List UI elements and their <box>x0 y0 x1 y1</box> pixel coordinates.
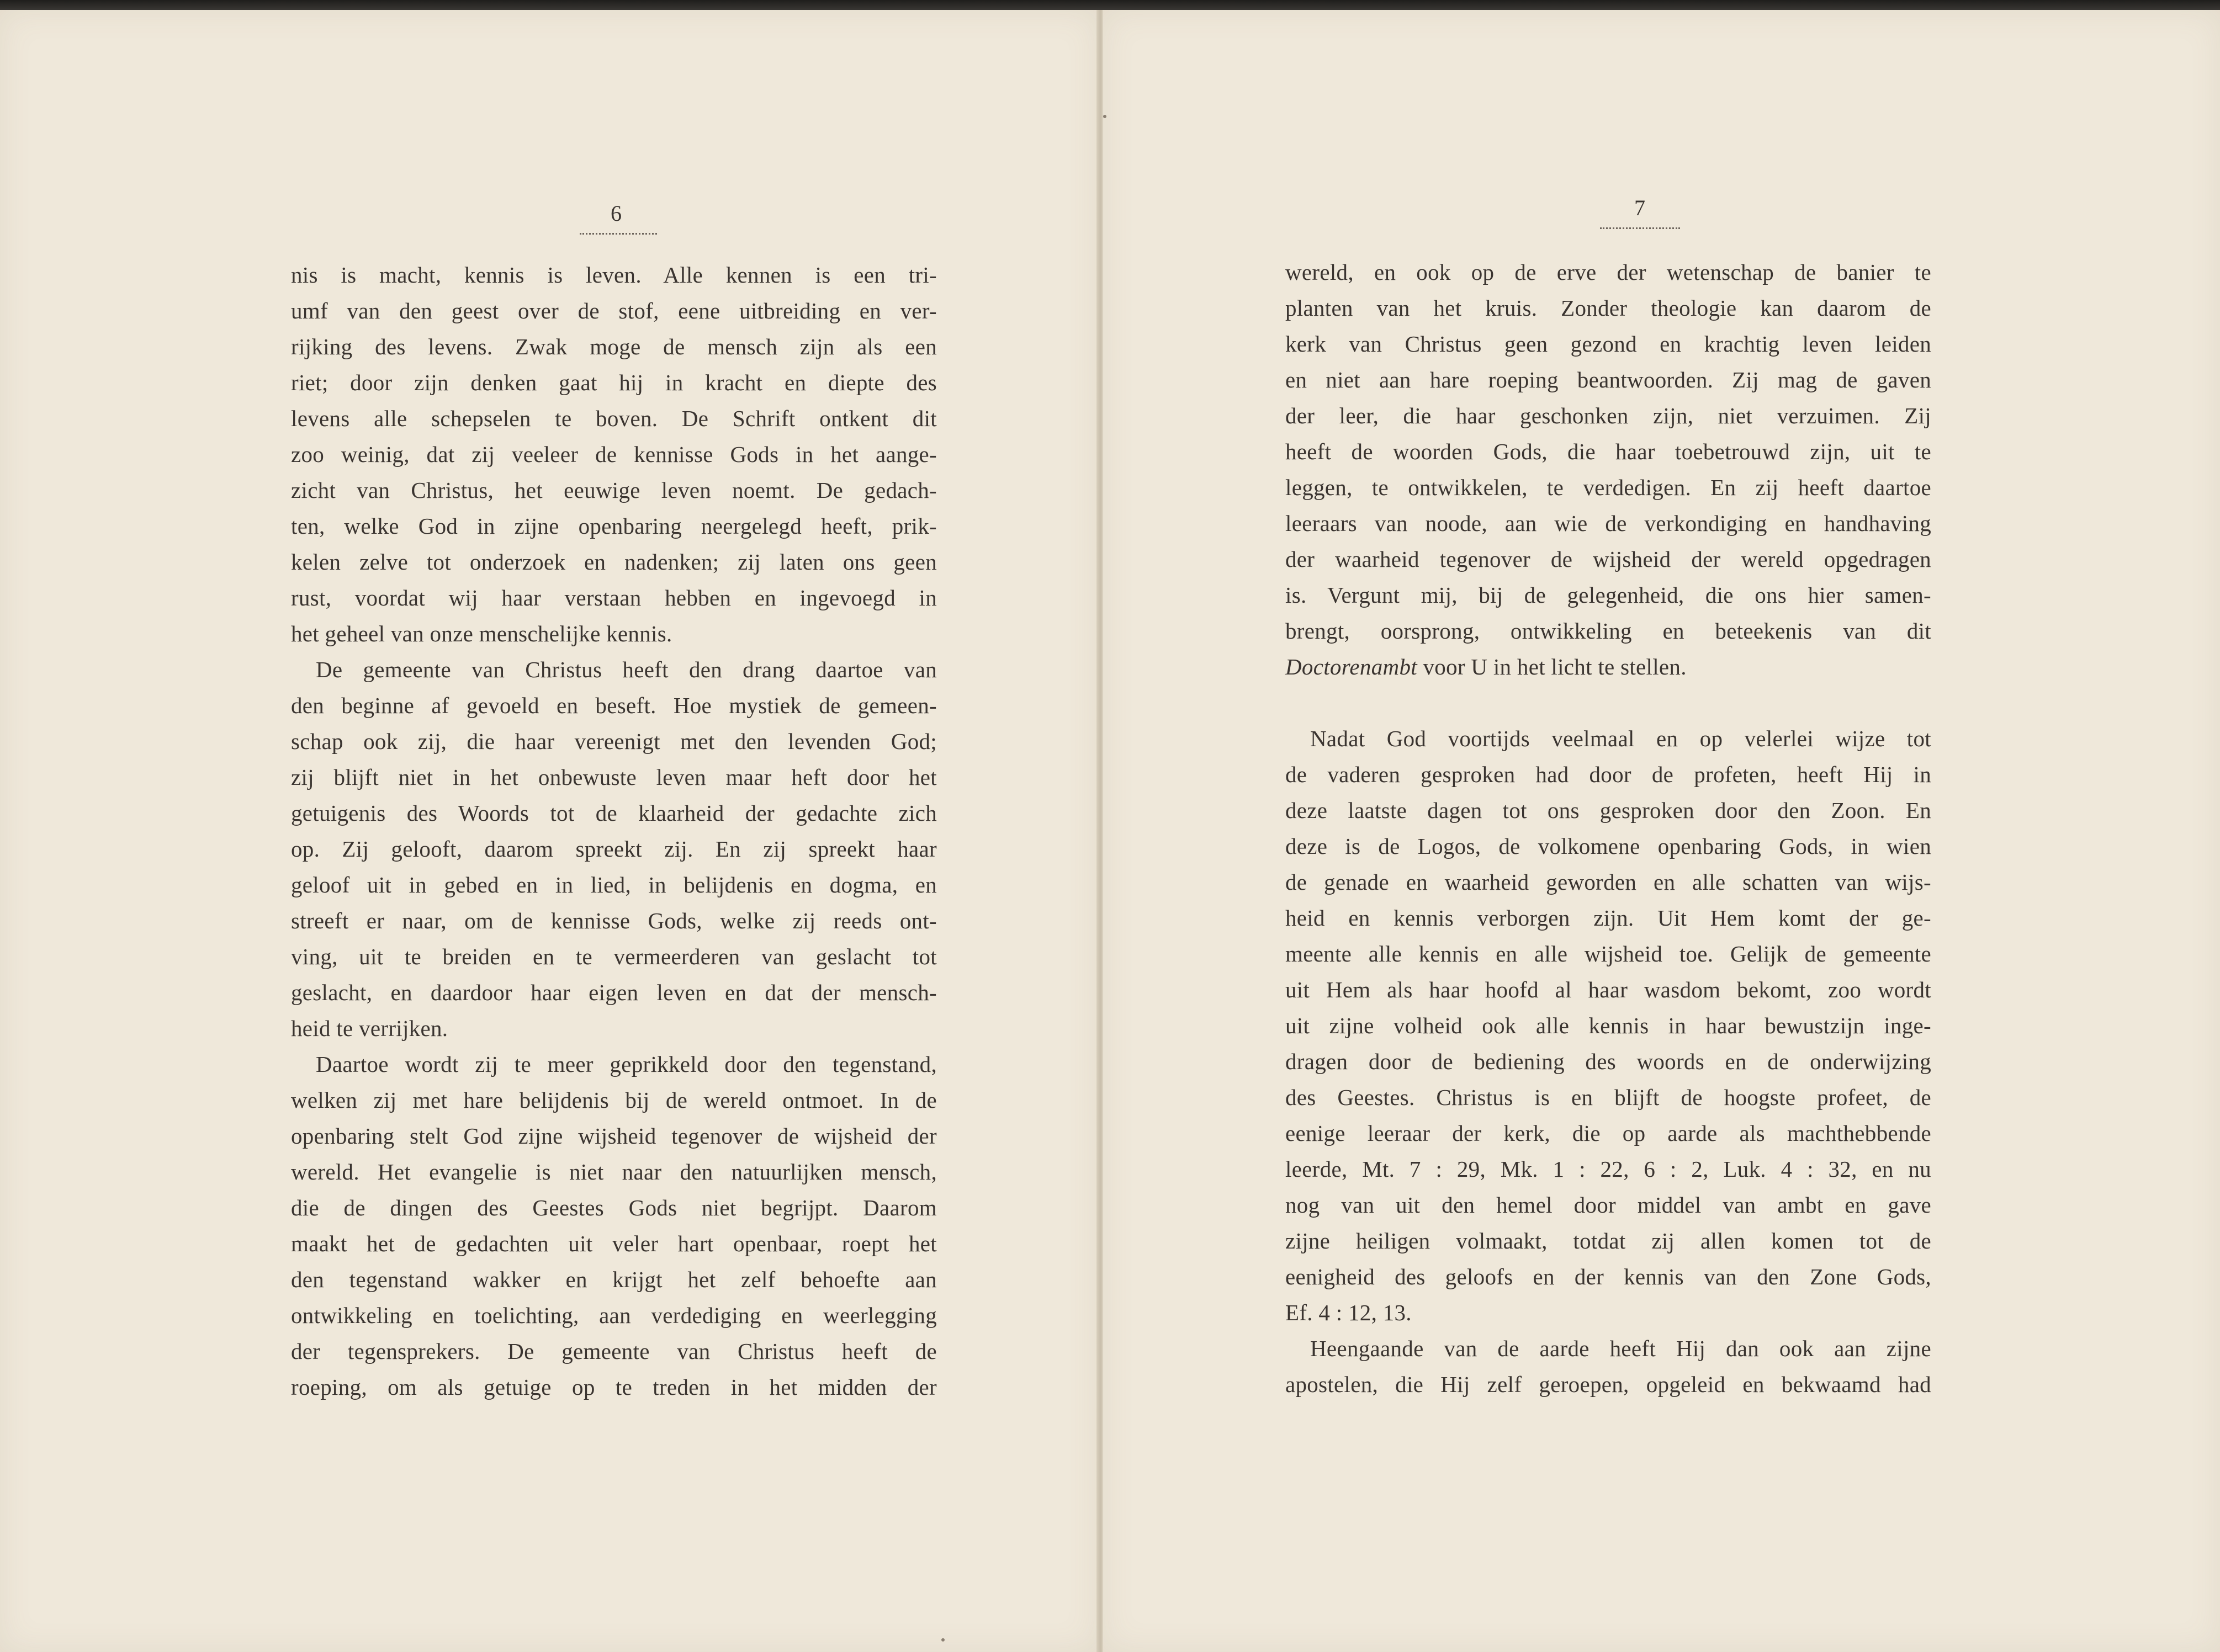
text-line-rest: voor U in het licht te stellen. <box>1417 654 1687 679</box>
italic-term: Doctorenambt <box>1285 654 1417 679</box>
page-number-left: 6 <box>611 201 622 226</box>
text-line: de genade en waarheid geworden en alle schatten van wijs- <box>1285 869 1931 895</box>
text-line: zijne heiligen volmaakt, totdat zij allen komen tot de <box>1285 1228 1931 1253</box>
ink-speck <box>1103 115 1106 118</box>
text-line: dragen door de bediening des woords en de onderwijzing <box>1285 1049 1931 1074</box>
text-line: deze laatste dagen tot ons gesproken door den Zoon. En <box>1285 798 1931 823</box>
text-line: umf van den geest over de stof, eene uitbreiding en ver- <box>291 298 937 323</box>
text-line: leggen, te ontwikkelen, te verdedigen. En zij heeft daartoe <box>1285 475 1931 500</box>
text-line: der tegensprekers. De gemeente van Christus heeft de <box>291 1338 937 1364</box>
text-line: De gemeente van Christus heeft den drang daartoe van <box>316 657 937 682</box>
text-line: leerde, Mt. 7 : 29, Mk. 1 : 22, 6 : 2, Luk. 4 : 32, en nu <box>1285 1156 1931 1182</box>
text-line: getuigenis des Woords tot de klaarheid der gedachte zich <box>291 800 937 826</box>
text-line: Heengaande van de aarde heeft Hij dan ook aan zijne <box>1310 1336 1931 1361</box>
text-line: levens alle schepselen te boven. De Schrift ontkent dit <box>291 406 937 431</box>
right-text-column <box>1285 254 1931 1403</box>
text-line: wereld, en ook op de erve der wetenschap de banier te <box>1285 259 1931 285</box>
text-line: zij blijft niet in het onbewuste leven maar heft door het <box>291 764 937 790</box>
text-line: ving, uit te breiden en te vermeerderen van geslacht tot <box>291 944 937 969</box>
text-line: leeraars van noode, aan wie de verkondiging en handhaving <box>1285 511 1931 536</box>
text-line: des Geestes. Christus is en blijft de hoogste profeet, de <box>1285 1085 1931 1110</box>
paragraph-gap <box>1285 685 1931 721</box>
text-line: die de dingen des Geestes Gods niet begrijpt. Daarom <box>291 1195 937 1220</box>
text-line: kelen zelve tot onderzoek en nadenken; zij laten ons geen <box>291 549 937 575</box>
text-line: roeping, om als getuige op te treden in het midden der <box>291 1374 937 1400</box>
right-page <box>1102 10 2220 1652</box>
text-line: den beginne af gevoeld en beseft. Hoe mystiek de gemeen- <box>291 693 937 718</box>
text-line: en niet aan hare roeping beantwoorden. Zij mag de gaven <box>1285 367 1931 392</box>
left-page <box>0 10 1100 1652</box>
text-line: apostelen, die Hij zelf geroepen, opgeleid en bekwaamd had <box>1285 1372 1931 1397</box>
text-line: openbaring stelt God zijne wijsheid tegenover de wijsheid der <box>291 1123 937 1149</box>
text-line: zoo weinig, dat zij veeleer de kennisse Gods in het aange- <box>291 442 937 467</box>
text-line: riet; door zijn denken gaat hij in kracht en diepte des <box>291 370 937 395</box>
text-line: rijking des levens. Zwak moge de mensch zijn als een <box>291 334 937 359</box>
text-line: is. Vergunt mij, bij de gelegenheid, die ons hier samen- <box>1285 582 1931 608</box>
ink-speck <box>941 1638 945 1642</box>
text-line: wereld. Het evangelie is niet naar den natuurlijken mensch, <box>291 1159 937 1184</box>
text-line: uit zijne volheid ook alle kennis in haar bewustzijn inge- <box>1285 1013 1931 1038</box>
text-line: Daartoe wordt zij te meer geprikkeld door den tegenstand, <box>316 1051 937 1077</box>
text-line: uit Hem als haar hoofd al haar wasdom bekomt, zoo wordt <box>1285 977 1931 1002</box>
page-number-right: 7 <box>1634 195 1645 220</box>
text-line: Nadat God voortijds veelmaal en op velerlei wijze tot <box>1310 726 1931 751</box>
text-line: ontwikkeling en toelichting, aan verdediging en weerlegging <box>291 1303 937 1328</box>
text-line: kerk van Christus geen gezond en krachtig leven leiden <box>1285 331 1931 357</box>
text-line: eenigheid des geloofs en der kennis van den Zone Gods, <box>1285 1264 1931 1289</box>
text-line: de vaderen gesproken had door de profeten, heeft Hij in <box>1285 762 1931 787</box>
text-line: rust, voordat wij haar verstaan hebben en ingevoegd in <box>291 585 937 610</box>
text-line: schap ook zij, die haar vereenigt met den levenden God; <box>291 729 937 754</box>
text-line: meente alle kennis en alle wijsheid toe. Gelijk de gemeente <box>1285 941 1931 966</box>
text-line: heid te verrijken. <box>291 1016 448 1041</box>
left-text-column <box>291 257 937 1405</box>
text-line: maakt het de gedachten uit veler hart openbaar, roept het <box>291 1231 937 1256</box>
text-line: der waarheid tegenover de wijsheid der wereld opgedragen <box>1285 546 1931 572</box>
text-line: nis is macht, kennis is leven. Alle kennen is een tri- <box>291 262 937 288</box>
text-line: streeft er naar, om de kennisse Gods, welke zij reeds ont- <box>291 908 937 933</box>
text-line: Ef. 4 : 12, 13. <box>1285 1300 1412 1325</box>
text-line: heid en kennis verborgen zijn. Uit Hem komt der ge- <box>1285 905 1931 931</box>
text-line: der leer, die haar geschonken zijn, niet verzuimen. Zij <box>1285 403 1931 428</box>
page-number-ornament-left <box>580 230 657 235</box>
text-line: ten, welke God in zijne openbaring neergelegd heeft, prik- <box>291 513 937 539</box>
text-line: op. Zij gelooft, daarom spreekt zij. En zij spreekt haar <box>291 836 937 862</box>
page-number-ornament-right <box>1600 224 1680 229</box>
scan-edge <box>0 0 2220 11</box>
text-line: eenige leeraar der kerk, die op aarde als machthebbende <box>1285 1120 1931 1146</box>
text-line: welken zij met hare belijdenis bij de wereld ontmoet. In de <box>291 1087 937 1113</box>
text-line: deze is de Logos, de volkomene openbaring Gods, in wien <box>1285 833 1931 859</box>
text-line: planten van het kruis. Zonder theologie kan daarom de <box>1285 295 1931 321</box>
text-line: heeft de woorden Gods, die haar toebetrouwd zijn, uit te <box>1285 439 1931 464</box>
text-line: nog van uit den hemel door middel van ambt en gave <box>1285 1192 1931 1218</box>
text-line: brengt, oorsprong, ontwikkeling en beteekenis van dit <box>1285 618 1931 644</box>
text-line: het geheel van onze menschelijke kennis. <box>291 621 672 646</box>
text-line: den tegenstand wakker en krijgt het zelf behoefte aan <box>291 1267 937 1292</box>
text-line <box>1285 649 1931 685</box>
text-line: zicht van Christus, het eeuwige leven noemt. De gedach- <box>291 477 937 503</box>
text-line: geloof uit in gebed en in lied, in belijdenis en dogma, en <box>291 872 937 897</box>
text-line: geslacht, en daardoor haar eigen leven en dat der mensch- <box>291 980 937 1005</box>
